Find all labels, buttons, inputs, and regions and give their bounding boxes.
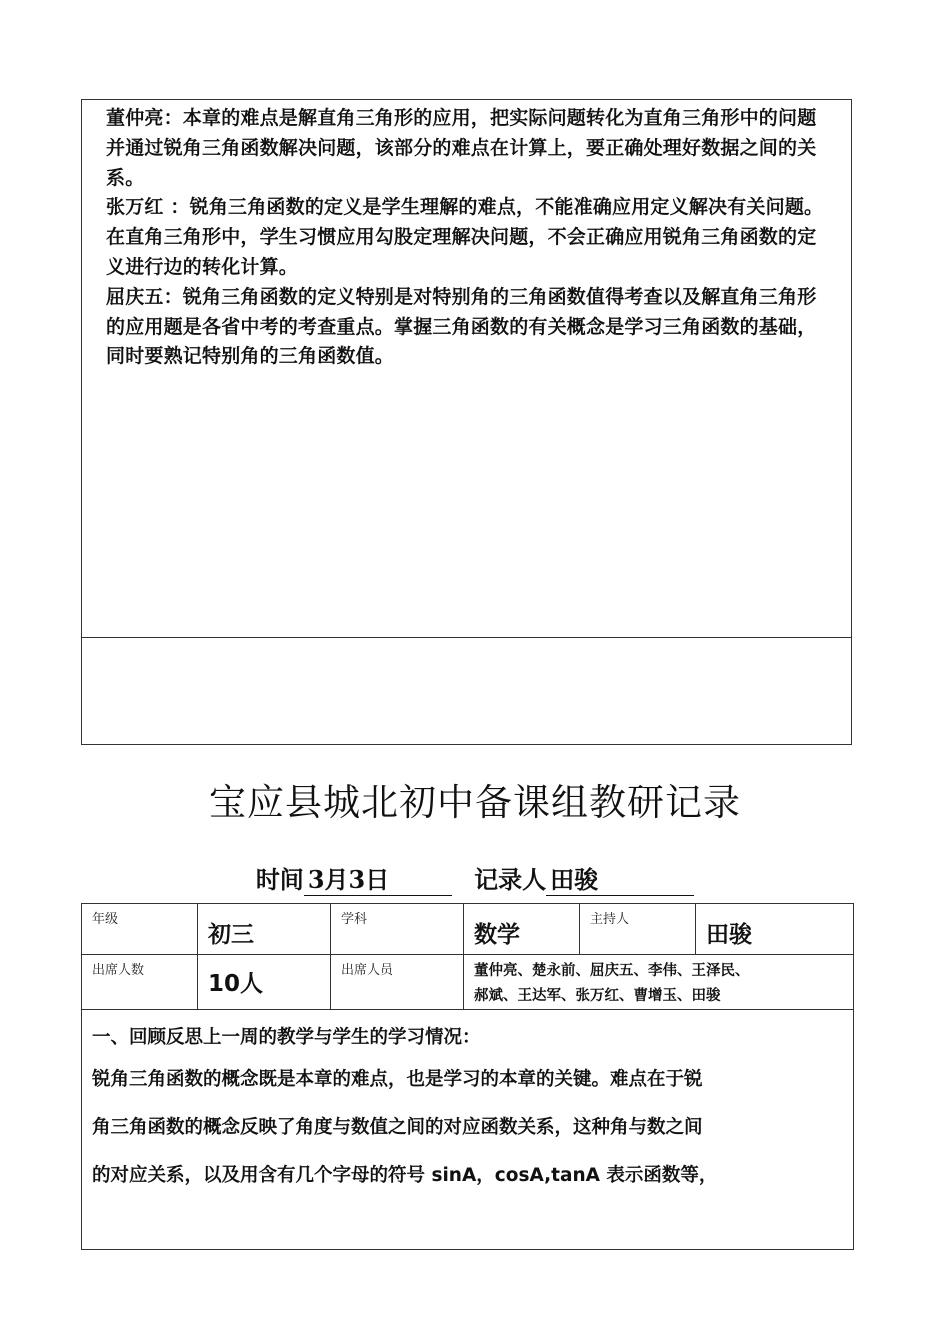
box-divider <box>82 637 851 638</box>
recorder-label: 记录人 <box>474 865 547 894</box>
grade-value: 初三 <box>198 904 331 955</box>
note-dong: 董仲亮：本章的难点是解直角三角形的应用，把实际问题转化为直角三角形中的问题并通过锐角三角函数解决问题，该部分的难点在计算上，要正确处理好数据之间的关系。 <box>106 107 817 189</box>
host-value: 田骏 <box>696 904 854 955</box>
subject-label: 学科 <box>331 904 464 955</box>
note-qu: 屈庆五：锐角三角函数的定义特别是对特别角的三角函数值得考查以及解直角三角形的应用题是各省中考的考查重点。掌握三角函数的有关概念是学习三角函数的基础，同时要熟记特别角的三角函数值。 <box>106 285 817 368</box>
review-line-2: 角三角函数的概念反映了角度与数值之间的对应函数关系，这种角与数之间 <box>92 1117 703 1138</box>
time-label: 时间 <box>255 865 304 894</box>
subject-value: 数学 <box>464 904 580 955</box>
time-value: 3月3日 <box>304 865 452 896</box>
review-heading: 一、回顾反思上一周的教学与学生的学习情况： <box>92 1027 481 1048</box>
attendance-value: 10人 <box>198 955 331 1010</box>
host-label: 主持人 <box>580 904 696 955</box>
review-line-3: 的对应关系，以及用含有几个字母的符号 sinA，cosA,tanA 表示函数等， <box>92 1165 718 1186</box>
attendance-label: 出席人数 <box>82 955 198 1010</box>
note-zhang: 张万红 ：锐角三角函数的定义是学生理解的难点，不能准确应用定义解决有关问题。在直角三角形中，学生习惯应用勾股定理解决问题，不会正确应用锐角三角函数的定义进行边的转化计算。 <box>106 196 824 278</box>
meta-line <box>0 860 950 896</box>
record-table <box>81 903 854 1250</box>
attendees-line-1: 董仲亮、楚永前、屈庆五、李伟、王泽民、 <box>474 963 750 979</box>
previous-record-box <box>81 99 852 745</box>
discussion-notes <box>106 104 828 372</box>
attendees-list <box>464 955 854 1010</box>
review-section <box>82 1010 854 1250</box>
review-line-1: 锐角三角函数的概念既是本章的难点，也是学习的本章的关键。难点在于锐 <box>92 1069 703 1090</box>
grade-label: 年级 <box>82 904 198 955</box>
attendees-line-2: 郝斌、王达军、张万红、曹增玉、田骏 <box>474 988 721 1004</box>
page-title: 宝应县城北初中备课组教研记录 <box>209 781 741 824</box>
attendees-label: 出席人员 <box>331 955 464 1010</box>
recorder-value: 田骏 <box>546 865 694 896</box>
